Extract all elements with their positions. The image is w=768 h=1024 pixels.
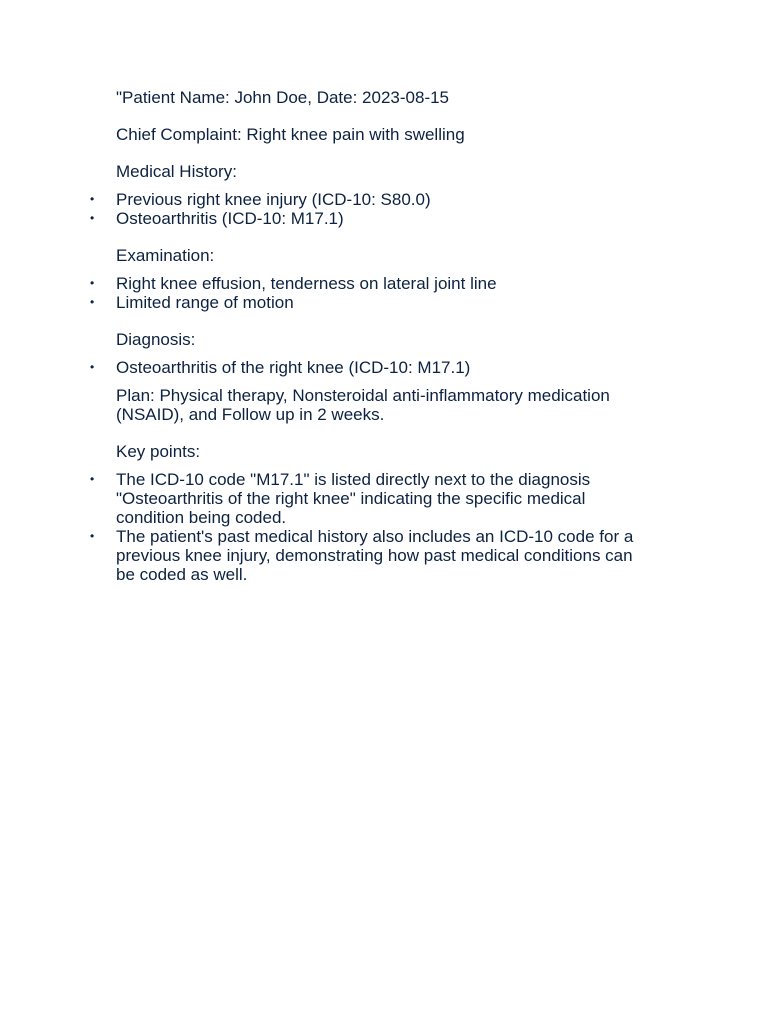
examination-list <box>90 274 656 312</box>
bullet-icon: • <box>90 276 95 290</box>
list-item: • Osteoarthritis (ICD-10: M17.1) <box>90 209 344 228</box>
bullet-icon: • <box>90 360 95 374</box>
list-item: • Limited range of motion <box>90 293 294 312</box>
list-item: • Previous right knee injury (ICD-10: S80.0) <box>90 190 431 209</box>
bullet-icon: • <box>90 472 95 486</box>
examination-heading: Examination: <box>116 246 215 265</box>
bullet-icon: • <box>90 192 95 206</box>
list-item: • The ICD-10 code "M17.1" is listed directly next to the diagnosis "Osteoarthritis of the right knee" indicating the specific medical condition being coded. <box>90 470 591 527</box>
patient-line: "Patient Name: John Doe, Date: 2023-08-15 <box>116 88 450 107</box>
medical-history-heading: Medical History: <box>116 162 237 181</box>
diagnosis-heading: Diagnosis: <box>116 330 196 349</box>
medical-history-list <box>90 190 656 228</box>
bullet-icon: • <box>90 529 95 543</box>
diagnosis-list <box>90 358 656 377</box>
bullet-icon: • <box>90 211 95 225</box>
list-item: • Right knee effusion, tenderness on lateral joint line <box>90 274 497 293</box>
list-item: • Osteoarthritis of the right knee (ICD-10: M17.1) <box>90 358 471 377</box>
key-points-heading: Key points: <box>116 442 201 461</box>
bullet-icon: • <box>90 295 95 309</box>
chief-complaint: Chief Complaint: Right knee pain with swelling <box>116 125 465 144</box>
plan-text: Plan: Physical therapy, Nonsteroidal anti-inflammatory medication (NSAID), and Follow up in 2 weeks. <box>116 386 610 424</box>
document-page <box>90 88 656 602</box>
key-points-list <box>90 470 656 584</box>
list-item: • The patient's past medical history also includes an ICD-10 code for a previous knee injury, demonstrating how past medical conditions can be coded as well. <box>90 527 634 584</box>
